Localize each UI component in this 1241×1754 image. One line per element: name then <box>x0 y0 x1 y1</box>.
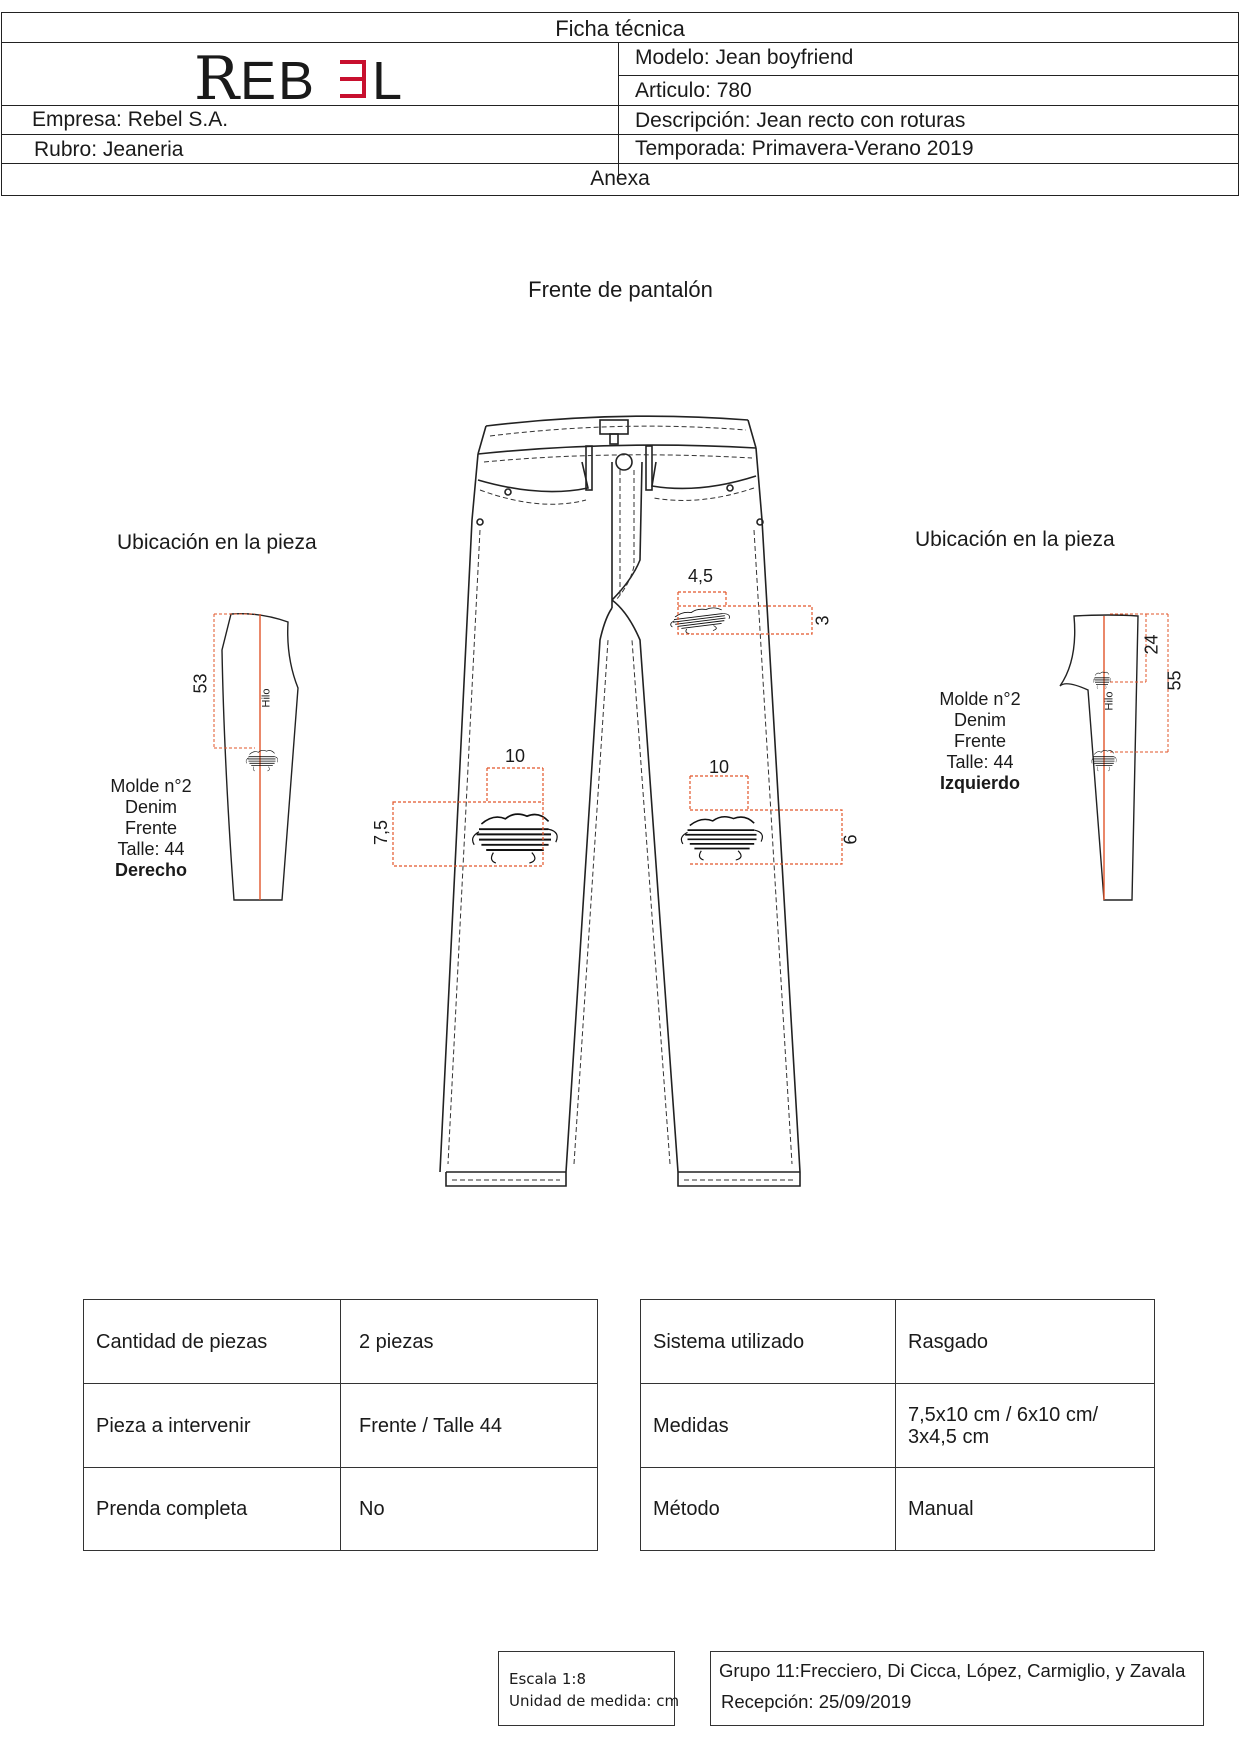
drawing-title: Frente de pantalón <box>528 277 713 302</box>
measure-upper-height: 3 <box>812 615 833 626</box>
cell-label: Medidas <box>641 1384 896 1468</box>
temporada-field: Temporada: Primavera-Verano 2019 <box>635 137 974 160</box>
cell-value: Manual <box>896 1468 1155 1551</box>
note-side: Izquierdo <box>940 773 1020 793</box>
tear-left-knee <box>473 814 558 863</box>
modelo-field: Modelo: Jean boyfriend <box>635 46 854 69</box>
cell-value <box>896 1384 1155 1468</box>
note-line: Molde n°2 <box>110 776 192 796</box>
right-pattern-total: 55 <box>1164 670 1185 691</box>
svg-text:L: L <box>372 51 403 105</box>
right-pattern-note <box>895 689 1065 794</box>
reception-text: Recepción: 25/09/2019 <box>721 1691 912 1712</box>
left-spec-table <box>83 1299 598 1551</box>
right-location-heading: Ubicación en la pieza <box>915 528 1115 551</box>
jeans-outline <box>440 416 800 1186</box>
anexa-label: Anexa <box>590 167 650 190</box>
note-line: Denim <box>953 710 1006 730</box>
measure-upper-width: 4,5 <box>688 566 714 586</box>
table-row <box>84 1384 598 1468</box>
left-pattern-tear <box>246 750 278 771</box>
cell-value: 2 piezas <box>341 1300 598 1384</box>
note-line: Talle: 44 <box>946 752 1014 772</box>
value-line: 3x4,5 cm <box>908 1425 990 1448</box>
right-pattern-upper: 24 <box>1141 634 1162 655</box>
group-text: Grupo 11:Frecciero, Di Cicca, López, Carmiglio, y Zavala <box>719 1660 1186 1681</box>
right-thread-label: Hilo <box>1103 691 1116 711</box>
tear-right-knee <box>681 817 762 860</box>
descripcion-field: Descripción: Jean recto con roturas <box>635 109 966 132</box>
cell-value: No <box>341 1468 598 1551</box>
cell-value: Rasgado <box>896 1300 1155 1384</box>
value-line: 7,5x10 cm / 6x10 cm/ <box>908 1403 1099 1426</box>
right-pattern-tear-top <box>1093 672 1111 689</box>
note-line: Molde n°2 <box>939 689 1021 709</box>
cell-label: Pieza a intervenir <box>84 1384 341 1468</box>
cell-label: Prenda completa <box>84 1468 341 1551</box>
svg-text:R: R <box>194 44 239 105</box>
scale-text: Escala 1:8 <box>509 1670 586 1688</box>
measure-left-knee-height: 7,5 <box>371 819 392 846</box>
group-box <box>710 1651 1204 1726</box>
measure-left-knee-width: 10 <box>505 746 526 766</box>
table-row <box>641 1300 1155 1384</box>
left-thread-label: Hilo <box>260 688 273 708</box>
measure-right-knee-height: 6 <box>840 834 861 845</box>
right-pattern-piece <box>1060 615 1138 900</box>
cell-label: Cantidad de piezas <box>84 1300 341 1384</box>
note-line: Frente <box>124 818 178 838</box>
svg-text:EB: EB <box>240 51 317 105</box>
left-location-heading: Ubicación en la pieza <box>117 531 317 554</box>
tear-upper <box>668 606 733 636</box>
measure-right-knee-width: 10 <box>709 757 730 777</box>
left-pattern-note <box>66 776 236 881</box>
empresa-field: Empresa: Rebel S.A. <box>32 108 229 131</box>
cell-label: Método <box>641 1468 896 1551</box>
cell-label: Sistema utilizado <box>641 1300 896 1384</box>
cell-value: Frente / Talle 44 <box>341 1384 598 1468</box>
note-line: Frente <box>953 731 1007 751</box>
sheet-title: Ficha técnica <box>555 16 685 41</box>
articulo-field: Articulo: 780 <box>635 79 752 102</box>
note-line: Denim <box>124 797 177 817</box>
table-row <box>641 1384 1155 1468</box>
table-row <box>641 1468 1155 1551</box>
unit-text: Unidad de medida: cm <box>509 1692 680 1710</box>
note-line: Talle: 44 <box>117 839 185 859</box>
left-pattern-height: 53 <box>190 673 211 694</box>
right-spec-table <box>640 1299 1155 1551</box>
note-side: Derecho <box>114 860 188 880</box>
table-row <box>84 1300 598 1384</box>
scale-box <box>498 1651 680 1726</box>
table-row <box>84 1468 598 1551</box>
rubro-field: Rubro: Jeaneria <box>34 138 184 161</box>
